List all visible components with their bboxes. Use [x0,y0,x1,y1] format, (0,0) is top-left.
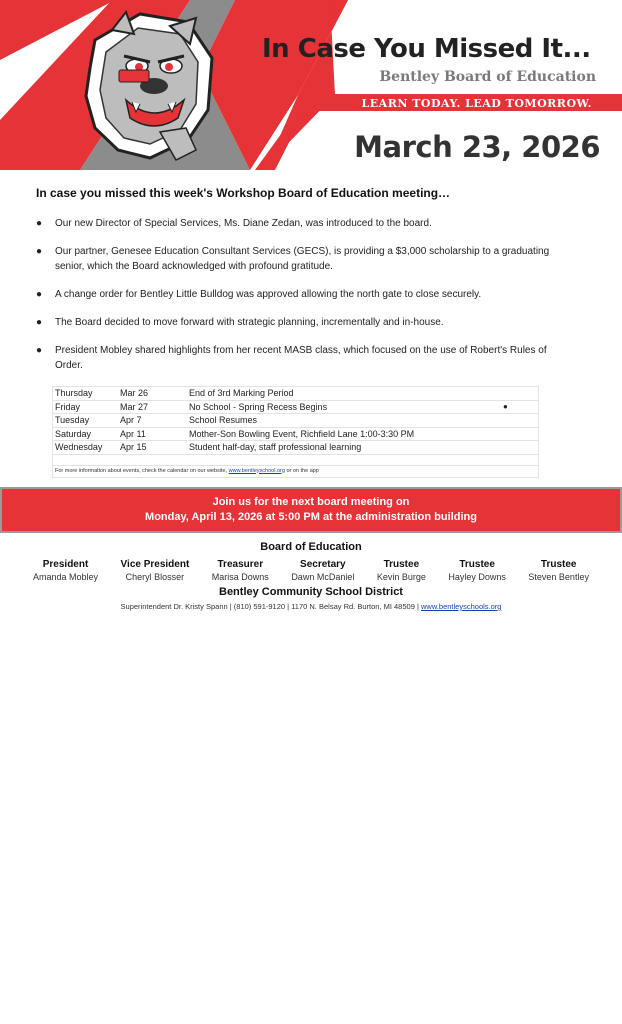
member-role: Trustee [459,559,495,570]
bullet-icon: ● [36,218,43,229]
table-row [53,441,538,455]
board-member [448,558,506,584]
banner-line-1: Join us for the next board meeting on [212,496,410,508]
footnote-text: For more information about events, check the calendar on our website, [55,467,228,474]
event-day: Thursday [55,388,93,398]
header-banner [0,0,622,170]
member-role: Treasurer [217,559,264,570]
list-item [36,216,556,231]
bullet-icon: ● [36,345,43,356]
district-name: Bentley Community School District [219,586,403,598]
event-description: Student half-day, staff professional learning [189,442,362,452]
district-website-link[interactable]: www.bentleyschools.org [421,602,502,611]
banner-line-2: Monday, April 13, 2026 at 5:00 PM at the administration building [145,511,477,523]
list-item-text: Our new Director of Special Services, Ms. Diane Zedan, was introduced to the board. [55,218,432,229]
contact-line [0,602,622,611]
table-row-empty [53,455,538,466]
member-role: Vice President [120,559,190,570]
board-title: Board of Education [260,541,362,553]
event-day: Friday [55,401,81,412]
member-role: President [42,559,89,570]
event-description: No School - Spring Recess Begins [189,401,328,412]
events-footnote [53,466,538,477]
event-date: Mar 26 [120,388,149,398]
board-member [33,558,98,584]
board-member [377,558,426,584]
event-date: Apr 11 [120,428,146,439]
list-item [36,287,556,302]
board-subtitle: Bentley Board of Education [379,69,596,85]
member-name: Cheryl Blosser [125,572,185,582]
board-member [121,558,190,584]
next-meeting-banner [0,487,622,533]
event-description: Mother-Son Bowling Event, Richfield Lane 1:00-3:30 PM [189,428,415,439]
event-day: Tuesday [55,415,90,425]
events-table [52,386,539,478]
list-item-text: A change order for Bentley Little Bulldog was approved allowing the north gate to close securely. [55,289,482,300]
member-name: Hayley Downs [448,572,506,582]
member-name: Amanda Mobley [33,572,99,582]
member-role: Secretary [300,559,346,570]
member-role: Trustee [383,559,420,570]
bullet-icon: ● [36,289,43,300]
bullet-icon: ● [36,246,43,257]
member-name: Marisa Downs [211,572,269,582]
list-item-text: Our partner, Genesee Education Consultant Services (GECS), is providing a $3,000 scholarship to a graduating senior, which the Board acknowledged with profound gratitude. [55,246,550,272]
event-day: Saturday [55,428,92,439]
intro-heading: In case you missed this week's Workshop Board of Education meeting… [36,186,451,200]
contact-text: Superintendent Dr. Kristy Spann | (810) 591-9120 | 1170 N. Belsay Rd. Burton, MI 48509 | [120,602,419,611]
list-item [36,315,556,330]
list-item [36,343,556,373]
event-day: Wednesday [55,442,103,452]
event-description: School Resumes [189,415,258,425]
board-member [291,558,354,584]
board-members [33,558,589,584]
board-member [212,558,269,584]
event-date: Mar 27 [120,401,149,412]
newsletter-date: March 23, 2026 [354,130,600,164]
table-row [53,401,538,415]
list-item-text: The Board decided to move forward with strategic planning, incrementally and in-house. [55,317,444,328]
member-role: Trustee [540,559,577,570]
footnote-suffix: or on the app [286,467,319,474]
highlights-list [36,216,556,386]
table-row [53,387,538,401]
event-date: Apr 7 [120,415,142,425]
website-link[interactable]: www.bentleyschool.org [228,467,285,474]
list-item-text: President Mobley shared highlights from her recent MASB class, which focused on the use of Robert's Rules of Order. [55,345,547,371]
event-description: End of 3rd Marking Period [189,388,294,398]
event-date: Apr 15 [120,442,147,452]
member-name: Steven Bentley [528,572,589,582]
table-row [53,414,538,428]
member-name: Kevin Burge [376,572,426,582]
tagline: LEARN TODAY. LEAD TOMORROW. [361,97,592,110]
table-row [53,428,538,442]
list-item [36,244,556,274]
bullet-icon: ● [36,317,43,328]
page-title: In Case You Missed It... [262,34,591,64]
bullet-marker-icon: ● [503,401,508,411]
member-name: Dawn McDaniel [291,572,355,582]
board-member [528,558,589,584]
